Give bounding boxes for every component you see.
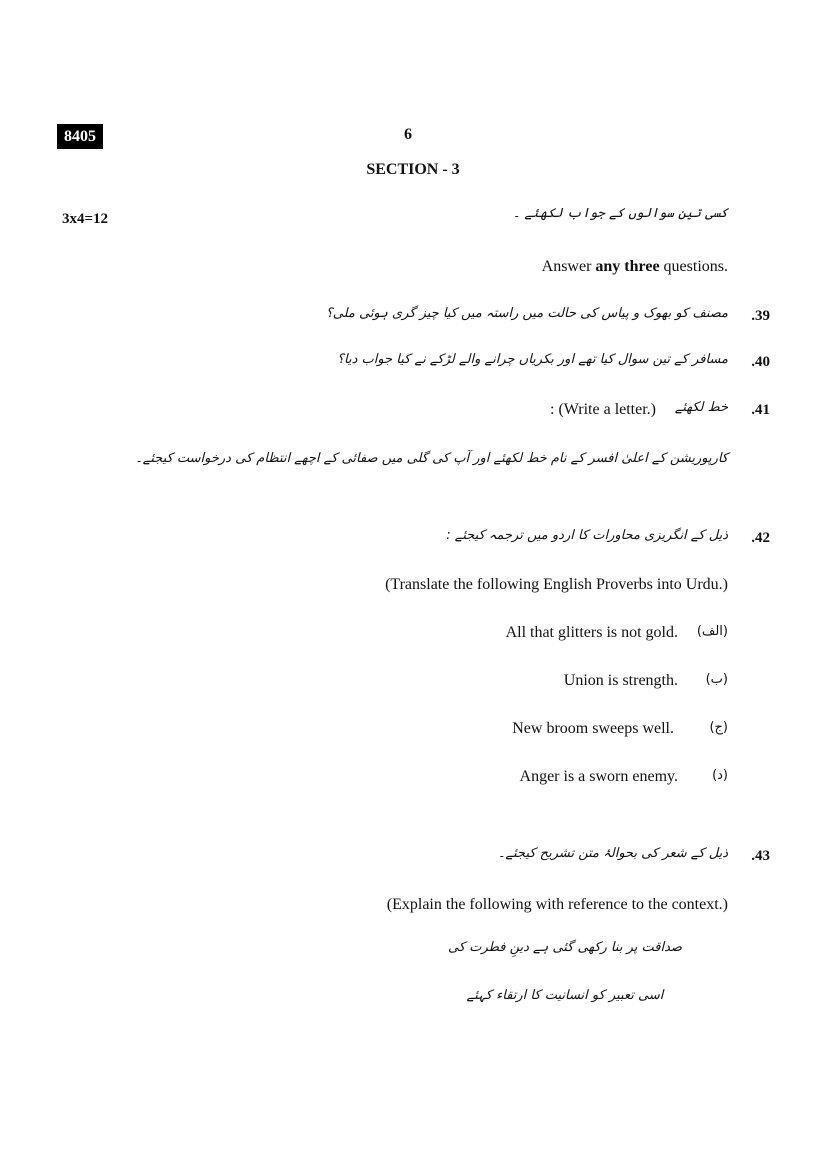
proverb-text: Union is strength. (563, 672, 678, 689)
question-number: .41 (751, 402, 770, 418)
question-42-urdu: ذیل کے انگریزی محاورات کا اردو میں ترجمہ کیجئے : (446, 528, 728, 543)
question-41-english: : (Write a letter.) (550, 401, 656, 418)
marks: 3x4=12 (62, 211, 109, 227)
question-40-urdu: مسافر کے تین سوال کیا تھے اور بکریاں چرانے والے لڑکے نے کیا جواب دیا؟ (337, 352, 728, 367)
question-number: .39 (751, 308, 770, 324)
question-43-urdu: ذیل کے شعر کی بحوالۂ متن تشریح کیجئے۔ (497, 846, 728, 861)
question-number: .42 (751, 530, 770, 546)
couplet-line: اسی تعبیر کو انسانیت کا ارتقاء کہئے (466, 988, 664, 1003)
proverb-text: All that glitters is not gold. (505, 624, 678, 641)
question-41-urdu: خط لکھئے (674, 400, 728, 415)
proverb-text: Anger is a sworn enemy. (519, 768, 678, 785)
proverb-label: (ب) (705, 672, 728, 687)
couplet-line: صداقت پر بنا رکھی گئی ہے دینِ فطرت کی (448, 940, 682, 955)
proverb-label: (ج) (709, 720, 728, 735)
section-title: SECTION - 3 (366, 161, 460, 178)
question-42-english: (Translate the following English Proverbs into Urdu.) (385, 576, 728, 593)
proverb-text: New broom sweeps well. (512, 720, 674, 737)
page-number: 6 (404, 126, 412, 143)
proverb-label: (الف) (696, 624, 728, 639)
question-39-urdu: مصنف کو بھوک و پیاس کی حالت میں راستہ میں کیا چیز گری ہوئی ملی؟ (325, 306, 728, 321)
question-43-english: (Explain the following with reference to the context.) (386, 896, 728, 913)
question-41-body: کارپوریشن کے اعلیٰ افسر کے نام خط لکھئے اور آپ کی گلی میں صفائی کے اچھے انتظام کی درخواست کیجئے۔ (135, 451, 728, 466)
instruction-english: Answer any three questions. (541, 258, 728, 275)
question-number: .43 (751, 848, 770, 864)
instruction-urdu: کسی تین سوالوں کے جواب لکھئے ۔ (512, 206, 728, 221)
proverb-label: (د) (712, 768, 728, 783)
question-number: .40 (751, 354, 770, 370)
paper-code: 8405 (57, 124, 103, 149)
